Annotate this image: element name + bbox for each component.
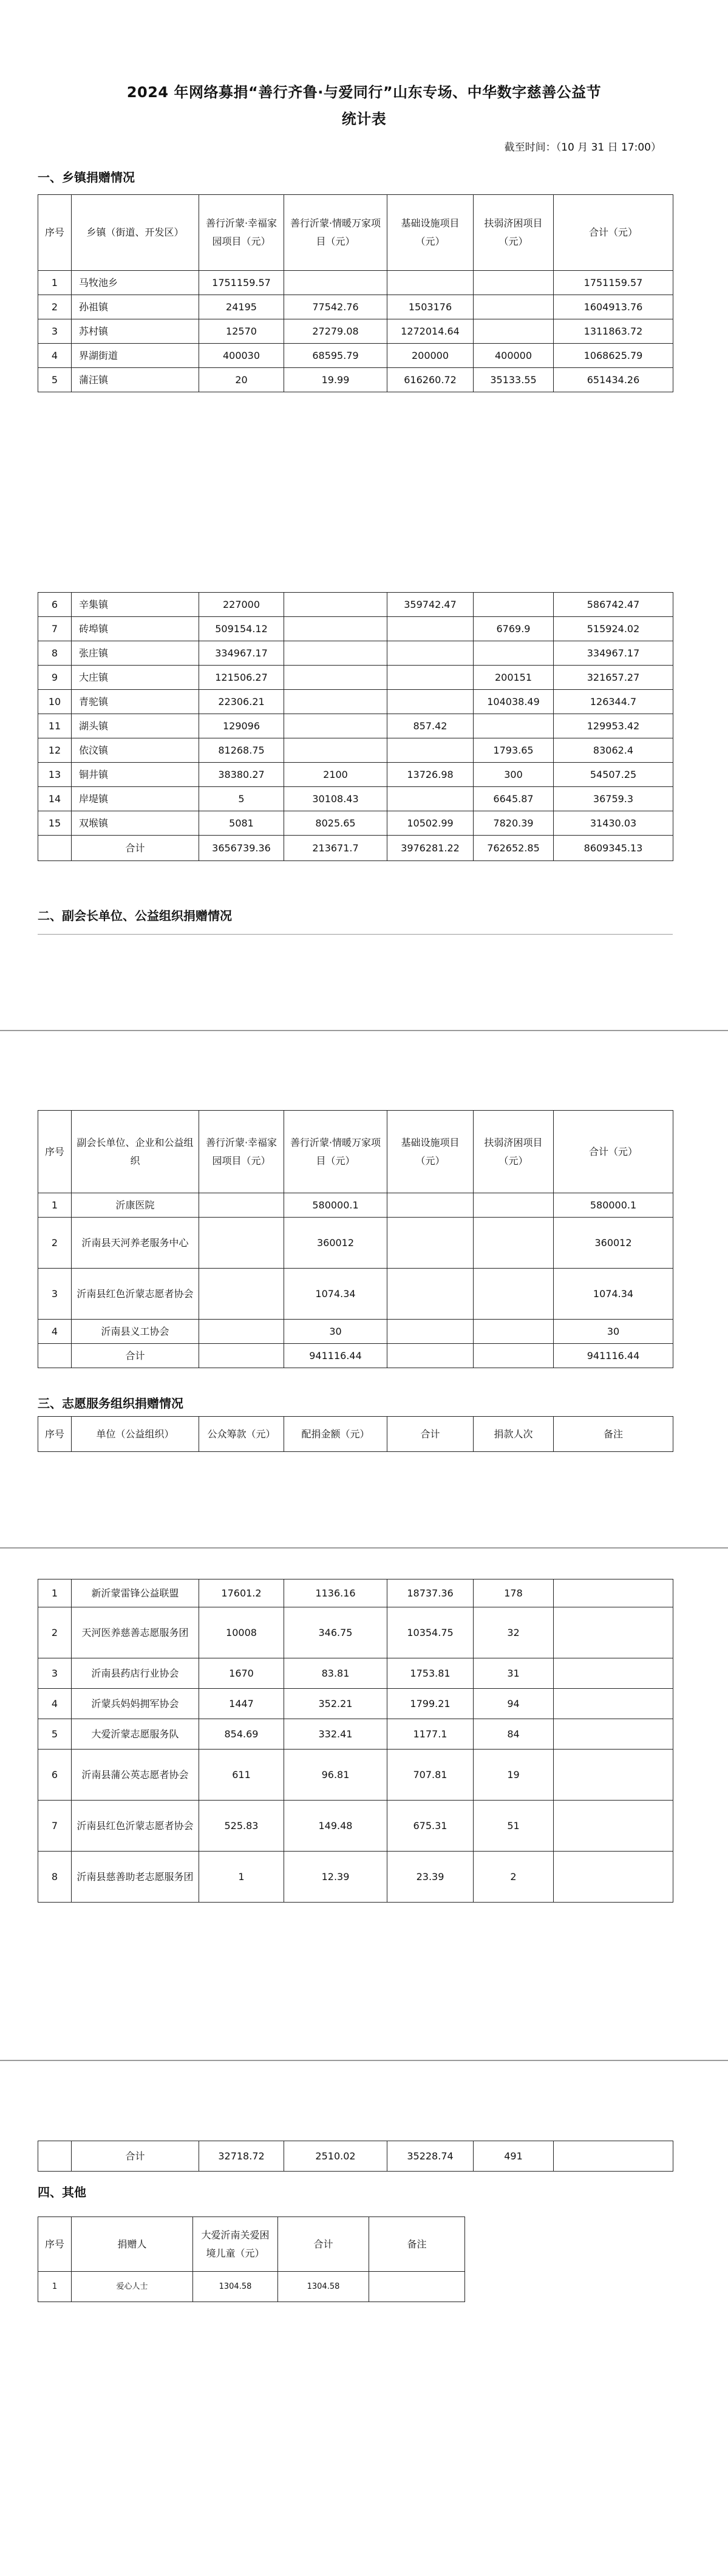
value-cell: 2100 — [284, 763, 387, 787]
value-cell: 27279.08 — [284, 319, 387, 344]
row-number-cell: 4 — [38, 1689, 72, 1719]
value-cell: 81268.75 — [199, 738, 284, 763]
value-cell — [474, 641, 554, 666]
table-row — [38, 368, 673, 392]
value-cell: 10354.75 — [387, 1607, 474, 1658]
value-cell: 23.39 — [387, 1852, 474, 1903]
total-cell — [474, 1344, 554, 1368]
table-row — [38, 1193, 673, 1218]
header-cell: 备注 — [554, 1417, 673, 1452]
row-number-cell: 3 — [38, 319, 72, 344]
name-cell: 沂南县蒲公英志愿者协会 — [72, 1750, 199, 1801]
value-cell: 129096 — [199, 714, 284, 738]
total-cell: 3976281.22 — [387, 836, 474, 861]
row-number-cell: 2 — [38, 1218, 72, 1269]
name-cell: 蒲汪镇 — [72, 368, 199, 392]
value-cell — [554, 1579, 673, 1607]
name-cell: 张庄镇 — [72, 641, 199, 666]
value-cell — [387, 787, 474, 811]
name-cell: 双堠镇 — [72, 811, 199, 836]
value-cell: 19 — [474, 1750, 554, 1801]
value-cell: 30108.43 — [284, 787, 387, 811]
table-row — [38, 593, 673, 617]
value-cell: 36759.3 — [554, 787, 673, 811]
value-cell: 35133.55 — [474, 368, 554, 392]
name-cell: 爱心人士 — [72, 2272, 193, 2302]
value-cell: 2 — [474, 1852, 554, 1903]
volunteer-table-header — [38, 1416, 673, 1452]
value-cell: 525.83 — [199, 1801, 284, 1852]
value-cell: 359742.47 — [387, 593, 474, 617]
table-row — [38, 344, 673, 368]
value-cell — [387, 1269, 474, 1320]
table-row — [38, 1607, 673, 1658]
value-cell: 10008 — [199, 1607, 284, 1658]
header-cell: 合计 — [278, 2217, 369, 2272]
total-row — [38, 2141, 673, 2172]
value-cell: 1136.16 — [284, 1579, 387, 1607]
towns-table-part2 — [38, 592, 673, 861]
name-cell: 依汶镇 — [72, 738, 199, 763]
value-cell: 854.69 — [199, 1719, 284, 1750]
value-cell: 586742.47 — [554, 593, 673, 617]
value-cell — [199, 1320, 284, 1344]
value-cell: 616260.72 — [387, 368, 474, 392]
value-cell: 31430.03 — [554, 811, 673, 836]
table-row — [38, 1579, 673, 1607]
value-cell: 1604913.76 — [554, 295, 673, 319]
section-title-towns: 一、乡镇捐赠情况 — [38, 170, 135, 185]
table-row — [38, 666, 673, 690]
row-number-cell: 8 — [38, 641, 72, 666]
total-cell: 2510.02 — [284, 2141, 387, 2172]
total-label: 合计 — [72, 1344, 199, 1368]
total-cell: 762652.85 — [474, 836, 554, 861]
value-cell: 54507.25 — [554, 763, 673, 787]
value-cell — [554, 1607, 673, 1658]
header-cell: 序号 — [38, 195, 72, 271]
value-cell — [554, 1719, 673, 1750]
row-number-cell: 2 — [38, 295, 72, 319]
name-cell: 沂南县天河养老服务中心 — [72, 1218, 199, 1269]
value-cell: 509154.12 — [199, 617, 284, 641]
total-cell: 35228.74 — [387, 2141, 474, 2172]
value-cell — [387, 1320, 474, 1344]
value-cell: 1304.58 — [278, 2272, 369, 2302]
table-header-row — [38, 195, 673, 271]
value-cell: 94 — [474, 1689, 554, 1719]
name-cell: 界湖街道 — [72, 344, 199, 368]
name-cell: 岸堤镇 — [72, 787, 199, 811]
total-cell — [199, 1344, 284, 1368]
value-cell: 129953.42 — [554, 714, 673, 738]
value-cell: 96.81 — [284, 1750, 387, 1801]
row-number-cell: 7 — [38, 1801, 72, 1852]
section-title-organizations: 二、副会长单位、公益组织捐赠情况 — [38, 908, 232, 923]
value-cell — [199, 1269, 284, 1320]
value-cell: 1751159.57 — [199, 271, 284, 295]
value-cell: 580000.1 — [284, 1193, 387, 1218]
table-row — [38, 1320, 673, 1344]
table-row — [38, 1852, 673, 1903]
row-number-cell: 6 — [38, 1750, 72, 1801]
value-cell: 321657.27 — [554, 666, 673, 690]
value-cell — [554, 1801, 673, 1852]
value-cell: 611 — [199, 1750, 284, 1801]
value-cell: 8025.65 — [284, 811, 387, 836]
value-cell: 32 — [474, 1607, 554, 1658]
name-cell: 天河医养慈善志愿服务团 — [72, 1607, 199, 1658]
total-cell: 32718.72 — [199, 2141, 284, 2172]
value-cell — [387, 690, 474, 714]
row-number-cell: 6 — [38, 593, 72, 617]
value-cell: 1447 — [199, 1689, 284, 1719]
value-cell: 51 — [474, 1801, 554, 1852]
row-number-cell: 15 — [38, 811, 72, 836]
value-cell: 300 — [474, 763, 554, 787]
row-number-cell: 5 — [38, 1719, 72, 1750]
row-number-cell: 7 — [38, 617, 72, 641]
value-cell: 1177.1 — [387, 1719, 474, 1750]
value-cell: 1670 — [199, 1658, 284, 1689]
total-cell — [387, 1344, 474, 1368]
header-cell: 备注 — [369, 2217, 465, 2272]
header-cell: 扶弱济困项目（元） — [474, 1111, 554, 1193]
total-row — [38, 836, 673, 861]
header-cell: 基础设施项目（元） — [387, 1111, 474, 1193]
name-cell: 砖埠镇 — [72, 617, 199, 641]
row-number-cell: 13 — [38, 763, 72, 787]
value-cell: 1 — [199, 1852, 284, 1903]
value-cell — [554, 1689, 673, 1719]
volunteer-table — [38, 1579, 673, 1903]
header-cell: 序号 — [38, 1111, 72, 1193]
name-cell: 沂南县药店行业协会 — [72, 1658, 199, 1689]
value-cell: 1311863.72 — [554, 319, 673, 344]
value-cell — [474, 1269, 554, 1320]
name-cell: 铜井镇 — [72, 763, 199, 787]
header-cell: 合计（元） — [554, 1111, 673, 1193]
value-cell — [387, 1218, 474, 1269]
row-number-cell: 1 — [38, 2272, 72, 2302]
page-divider — [0, 2060, 728, 2061]
value-cell — [199, 1193, 284, 1218]
others-table — [38, 2217, 465, 2302]
name-cell: 苏村镇 — [72, 319, 199, 344]
section-title-others: 四、其他 — [38, 2185, 86, 2199]
value-cell — [387, 617, 474, 641]
value-cell: 1751159.57 — [554, 271, 673, 295]
header-cell: 捐款人次 — [474, 1417, 554, 1452]
value-cell: 334967.17 — [199, 641, 284, 666]
row-number-cell: 3 — [38, 1658, 72, 1689]
row-number-cell: 8 — [38, 1852, 72, 1903]
value-cell — [387, 271, 474, 295]
row-number-cell: 3 — [38, 1269, 72, 1320]
header-cell: 善行沂蒙·情暖万家项目（元） — [284, 1111, 387, 1193]
header-cell: 善行沂蒙·幸福家园项目（元） — [199, 195, 284, 271]
section-divider — [38, 934, 673, 935]
table-row — [38, 1689, 673, 1719]
name-cell: 孙祖镇 — [72, 295, 199, 319]
total-cell: 941116.44 — [554, 1344, 673, 1368]
table-row — [38, 690, 673, 714]
table-header-row — [38, 2217, 465, 2272]
value-cell: 31 — [474, 1658, 554, 1689]
total-cell — [554, 2141, 673, 2172]
header-cell: 扶弱济困项目（元） — [474, 195, 554, 271]
value-cell: 5 — [199, 787, 284, 811]
row-number-cell: 9 — [38, 666, 72, 690]
value-cell — [474, 1193, 554, 1218]
towns-table-part1 — [38, 194, 673, 392]
value-cell: 1503176 — [387, 295, 474, 319]
value-cell: 1074.34 — [284, 1269, 387, 1320]
name-cell: 辛集镇 — [72, 593, 199, 617]
value-cell — [387, 666, 474, 690]
table-row — [38, 738, 673, 763]
name-cell: 沂南县义工协会 — [72, 1320, 199, 1344]
value-cell — [554, 1852, 673, 1903]
value-cell: 13726.98 — [387, 763, 474, 787]
value-cell: 18737.36 — [387, 1579, 474, 1607]
total-cell: 3656739.36 — [199, 836, 284, 861]
value-cell: 515924.02 — [554, 617, 673, 641]
row-number-cell: 5 — [38, 368, 72, 392]
value-cell: 20 — [199, 368, 284, 392]
table-row — [38, 271, 673, 295]
value-cell: 1068625.79 — [554, 344, 673, 368]
table-row — [38, 2272, 465, 2302]
value-cell: 334967.17 — [554, 641, 673, 666]
value-cell — [474, 271, 554, 295]
row-number-cell: 1 — [38, 271, 72, 295]
table-row — [38, 714, 673, 738]
table-row — [38, 763, 673, 787]
name-cell: 大爱沂蒙志愿服务队 — [72, 1719, 199, 1750]
value-cell: 1799.21 — [387, 1689, 474, 1719]
value-cell: 6769.9 — [474, 617, 554, 641]
value-cell — [474, 1320, 554, 1344]
name-cell: 沂南县红色沂蒙志愿者协会 — [72, 1269, 199, 1320]
value-cell: 1074.34 — [554, 1269, 673, 1320]
header-cell: 善行沂蒙·情暖万家项目（元） — [284, 195, 387, 271]
total-cell: 213671.7 — [284, 836, 387, 861]
name-cell: 沂康医院 — [72, 1193, 199, 1218]
value-cell: 7820.39 — [474, 811, 554, 836]
name-cell: 沂南县慈善助老志愿服务团 — [72, 1852, 199, 1903]
value-cell: 30 — [284, 1320, 387, 1344]
value-cell — [474, 1218, 554, 1269]
value-cell: 12.39 — [284, 1852, 387, 1903]
row-number-cell: 4 — [38, 344, 72, 368]
value-cell: 149.48 — [284, 1801, 387, 1852]
total-cell: 491 — [474, 2141, 554, 2172]
value-cell: 360012 — [554, 1218, 673, 1269]
value-cell: 227000 — [199, 593, 284, 617]
name-cell: 青驼镇 — [72, 690, 199, 714]
value-cell: 126344.7 — [554, 690, 673, 714]
value-cell — [474, 593, 554, 617]
value-cell — [284, 617, 387, 641]
table-row — [38, 1269, 673, 1320]
document-subtitle: 统计表 — [341, 111, 387, 128]
value-cell: 200151 — [474, 666, 554, 690]
value-cell: 6645.87 — [474, 787, 554, 811]
page-divider — [0, 1030, 728, 1031]
value-cell: 10502.99 — [387, 811, 474, 836]
section-title-volunteer: 三、志愿服务组织捐赠情况 — [38, 1396, 183, 1411]
value-cell: 707.81 — [387, 1750, 474, 1801]
value-cell — [284, 714, 387, 738]
value-cell — [284, 690, 387, 714]
value-cell: 1304.58 — [193, 2272, 278, 2302]
value-cell: 12570 — [199, 319, 284, 344]
value-cell: 178 — [474, 1579, 554, 1607]
header-cell: 乡镇（街道、开发区） — [72, 195, 199, 271]
volunteer-total-table — [38, 2141, 673, 2172]
total-label: 合计 — [72, 836, 199, 861]
header-cell: 单位（公益组织） — [72, 1417, 199, 1452]
value-cell — [387, 1193, 474, 1218]
value-cell: 83062.4 — [554, 738, 673, 763]
table-row — [38, 1801, 673, 1852]
value-cell: 19.99 — [284, 368, 387, 392]
value-cell — [554, 1658, 673, 1689]
value-cell: 857.42 — [387, 714, 474, 738]
value-cell: 1793.65 — [474, 738, 554, 763]
table-row — [38, 1218, 673, 1269]
document-title: 2024 年网络募捐“善行齐鲁·与爱同行”山东专场、中华数字慈善公益节 — [126, 84, 602, 101]
value-cell: 24195 — [199, 295, 284, 319]
header-cell: 序号 — [38, 2217, 72, 2272]
header-cell: 基础设施项目（元） — [387, 195, 474, 271]
cutoff-time: 截至时间：（10 月 31 日 17:00） — [504, 141, 661, 154]
value-cell: 675.31 — [387, 1801, 474, 1852]
value-cell — [284, 593, 387, 617]
value-cell — [199, 1218, 284, 1269]
row-number-cell: 11 — [38, 714, 72, 738]
header-cell: 公众筹款（元） — [199, 1417, 284, 1452]
value-cell: 30 — [554, 1320, 673, 1344]
row-number-cell: 4 — [38, 1320, 72, 1344]
value-cell — [284, 641, 387, 666]
row-number-cell: 10 — [38, 690, 72, 714]
value-cell: 580000.1 — [554, 1193, 673, 1218]
header-cell: 副会长单位、企业和公益组织 — [72, 1111, 199, 1193]
value-cell: 22306.21 — [199, 690, 284, 714]
row-number-cell: 14 — [38, 787, 72, 811]
table-row — [38, 319, 673, 344]
total-cell: 941116.44 — [284, 1344, 387, 1368]
value-cell — [284, 738, 387, 763]
value-cell: 1753.81 — [387, 1658, 474, 1689]
value-cell: 84 — [474, 1719, 554, 1750]
total-label: 合计 — [72, 2141, 199, 2172]
value-cell: 346.75 — [284, 1607, 387, 1658]
value-cell — [387, 738, 474, 763]
value-cell: 121506.27 — [199, 666, 284, 690]
table-row — [38, 641, 673, 666]
value-cell — [474, 295, 554, 319]
value-cell — [554, 1750, 673, 1801]
value-cell: 360012 — [284, 1218, 387, 1269]
name-cell: 大庄镇 — [72, 666, 199, 690]
value-cell: 1272014.64 — [387, 319, 474, 344]
total-cell: 8609345.13 — [554, 836, 673, 861]
table-row — [38, 787, 673, 811]
header-cell: 序号 — [38, 1417, 72, 1452]
value-cell: 68595.79 — [284, 344, 387, 368]
table-row — [38, 295, 673, 319]
value-cell: 400000 — [474, 344, 554, 368]
value-cell: 38380.27 — [199, 763, 284, 787]
page-divider — [0, 1547, 728, 1549]
value-cell: 17601.2 — [199, 1579, 284, 1607]
header-cell: 捐赠人 — [72, 2217, 193, 2272]
row-number-cell: 2 — [38, 1607, 72, 1658]
value-cell: 104038.49 — [474, 690, 554, 714]
value-cell: 332.41 — [284, 1719, 387, 1750]
value-cell — [474, 714, 554, 738]
header-cell: 配捐金额（元） — [284, 1417, 387, 1452]
organizations-table — [38, 1110, 673, 1368]
table-row — [38, 617, 673, 641]
row-number-cell: 1 — [38, 1193, 72, 1218]
value-cell — [474, 319, 554, 344]
name-cell: 湖头镇 — [72, 714, 199, 738]
value-cell: 352.21 — [284, 1689, 387, 1719]
name-cell: 马牧池乡 — [72, 271, 199, 295]
name-cell: 新沂蒙雷锋公益联盟 — [72, 1579, 199, 1607]
value-cell — [369, 2272, 465, 2302]
row-number-cell: 12 — [38, 738, 72, 763]
table-header-row — [38, 1417, 673, 1452]
value-cell — [284, 271, 387, 295]
value-cell: 200000 — [387, 344, 474, 368]
row-number-cell: 1 — [38, 1579, 72, 1607]
value-cell: 83.81 — [284, 1658, 387, 1689]
table-row — [38, 811, 673, 836]
value-cell — [284, 666, 387, 690]
value-cell: 5081 — [199, 811, 284, 836]
value-cell: 77542.76 — [284, 295, 387, 319]
value-cell: 400030 — [199, 344, 284, 368]
total-row — [38, 1344, 673, 1368]
header-cell: 合计 — [387, 1417, 474, 1452]
header-cell: 善行沂蒙·幸福家园项目（元） — [199, 1111, 284, 1193]
table-row — [38, 1750, 673, 1801]
name-cell: 沂南县红色沂蒙志愿者协会 — [72, 1801, 199, 1852]
name-cell: 沂蒙兵妈妈拥军协会 — [72, 1689, 199, 1719]
header-cell: 大爱沂南关爱困境儿童（元） — [193, 2217, 278, 2272]
header-cell: 合计（元） — [554, 195, 673, 271]
table-row — [38, 1719, 673, 1750]
table-row — [38, 1658, 673, 1689]
table-header-row — [38, 1111, 673, 1193]
value-cell — [387, 641, 474, 666]
value-cell: 651434.26 — [554, 368, 673, 392]
